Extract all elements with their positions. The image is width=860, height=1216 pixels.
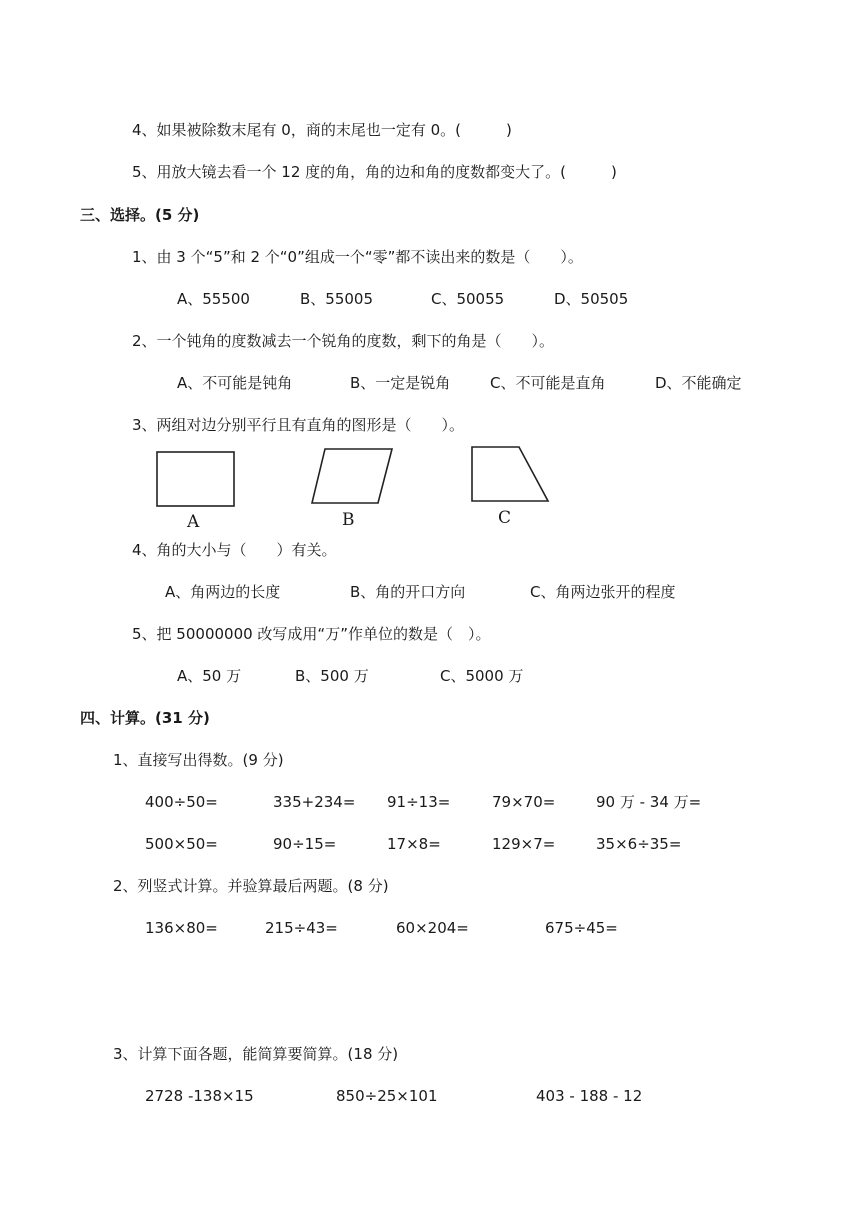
choice-q3-stem: 3、两组对边分别平行且有直角的图形是（ ）。 — [132, 416, 465, 434]
judge-q5: 5、用放大镜去看一个 12 度的角，角的边和角的度数都变大了。( ) — [132, 163, 617, 181]
judge-q4: 4、如果被除数末尾有 0，商的末尾也一定有 0。( ) — [132, 121, 512, 139]
vertical-calc-item: 60×204= — [396, 919, 469, 937]
parallelogram-figure — [310, 447, 396, 507]
oral-calc-item: 91÷13= — [387, 793, 451, 811]
figure-label-a: A — [187, 512, 200, 532]
oral-calc-item: 35×6÷35= — [596, 835, 682, 853]
vertical-calc-item: 215÷43= — [265, 919, 338, 937]
oral-calc-item: 400÷50= — [145, 793, 218, 811]
choice-q5-option-a: A、50 万 — [177, 667, 242, 685]
oral-calc-item: 17×8= — [387, 835, 441, 853]
choice-q1-option-a: A、55500 — [177, 290, 250, 308]
calc-part2-title: 2、列竖式计算。并验算最后两题。(8 分) — [113, 877, 389, 895]
figure-label-b: B — [342, 510, 355, 530]
choice-q5-option-b: B、500 万 — [295, 667, 369, 685]
oral-calc-item: 335+234= — [273, 793, 356, 811]
vertical-calc-item: 136×80= — [145, 919, 218, 937]
choice-q4-stem: 4、角的大小与（ ）有关。 — [132, 541, 337, 559]
figure-label-c: C — [498, 508, 512, 528]
calc-part1-title: 1、直接写出得数。(9 分) — [113, 751, 284, 769]
vertical-calc-item: 675÷45= — [545, 919, 618, 937]
section-heading-choice: 三、选择。(5 分) — [80, 206, 200, 224]
oral-calc-item: 500×50= — [145, 835, 218, 853]
rectangle-figure — [155, 450, 237, 510]
oral-calc-item: 90 万 - 34 万= — [596, 793, 702, 811]
simplify-calc-item: 2728 -138×15 — [145, 1087, 254, 1105]
choice-q2-option-c: C、不可能是直角 — [490, 374, 606, 392]
simplify-calc-item: 850÷25×101 — [336, 1087, 438, 1105]
choice-q2-option-b: B、一定是锐角 — [350, 374, 451, 392]
choice-q1-option-d: D、50505 — [554, 290, 629, 308]
calc-part3-title: 3、计算下面各题，能简算要简算。(18 分) — [113, 1045, 399, 1063]
choice-q5-stem: 5、把 50000000 改写成用“万”作单位的数是（ ）。 — [132, 625, 491, 643]
choice-q2-option-d: D、不能确定 — [655, 374, 742, 392]
trapezoid-figure — [469, 445, 551, 503]
choice-q1-stem: 1、由 3 个“5”和 2 个“0”组成一个“零”都不读出来的数是（ ）。 — [132, 248, 583, 266]
oral-calc-item: 90÷15= — [273, 835, 337, 853]
choice-q1-option-b: B、55005 — [300, 290, 374, 308]
oral-calc-item: 79×70= — [492, 793, 556, 811]
section-heading-calc: 四、计算。(31 分) — [80, 709, 210, 727]
choice-q2-option-a: A、不可能是钝角 — [177, 374, 293, 392]
choice-q1-option-c: C、50055 — [431, 290, 505, 308]
oral-calc-item: 129×7= — [492, 835, 556, 853]
choice-q4-option-c: C、角两边张开的程度 — [530, 583, 676, 601]
choice-q5-option-c: C、5000 万 — [440, 667, 524, 685]
choice-q4-option-b: B、角的开口方向 — [350, 583, 466, 601]
choice-q4-option-a: A、角两边的长度 — [165, 583, 281, 601]
simplify-calc-item: 403 - 188 - 12 — [536, 1087, 643, 1105]
choice-q2-stem: 2、一个钝角的度数减去一个锐角的度数，剩下的角是（ ）。 — [132, 332, 555, 350]
